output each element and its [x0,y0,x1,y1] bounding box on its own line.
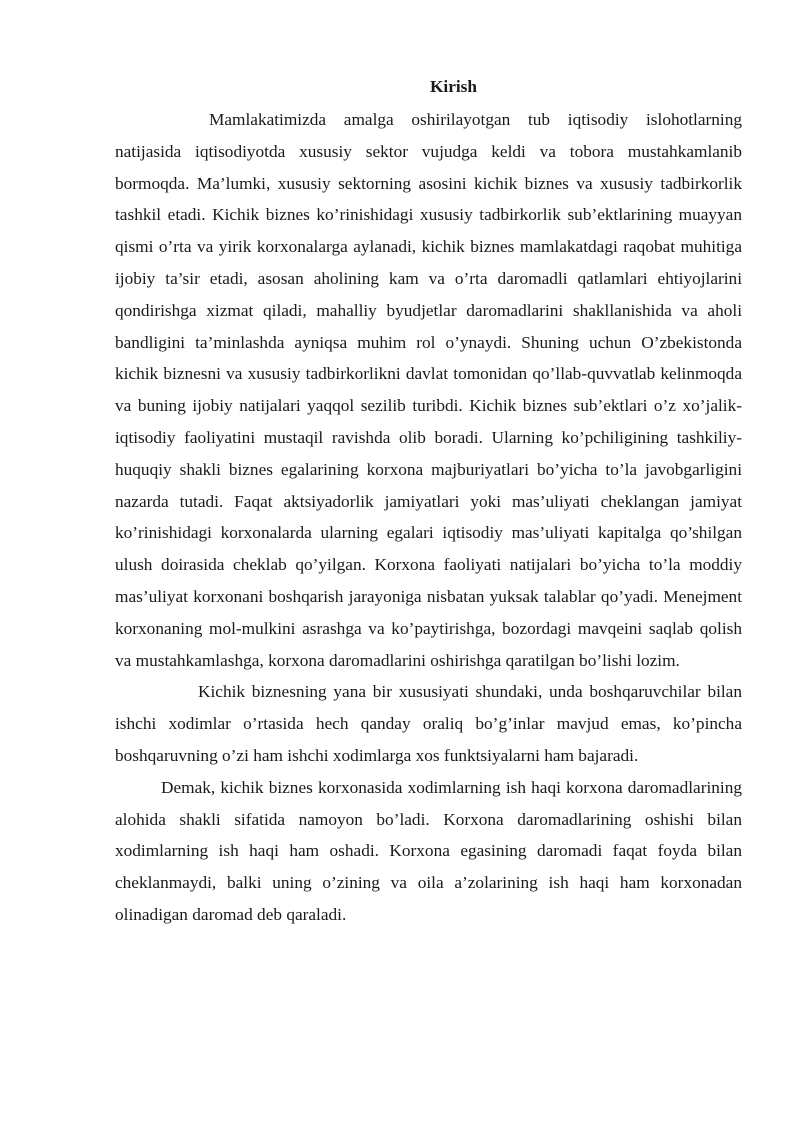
document-title: Kirish [429,77,478,96]
paragraph-1: Mamlakatimizda amalga oshirilayotgan tub iqtisodiy islohotlarning natijasida iqtisodiyotda xususiy sektor vujudga keldi va tobora mustahkamlanib bormoqda. Ma’lumki, xususiy sektorning asosini kichik biznes va xususiy tadbirkorlik tashkil etadi. Kichik biznes ko’rinishidagi xususiy tadbirkorlik sub’ektlarining muayyan qismi o’rta va yirik korxonalarga aylanadi, kichik biznes mamlakatdagi raqobat muhitiga ijobiy ta’sir etadi, asosan aholining kam va o’rta daromadli qatlamlari ehtiyojlarini qondirishga xizmat qiladi, mahalliy byudjetlar daromadlarini shakllanishida va aholi bandligini ta’minlashda ayniqsa muhim rol o’ynaydi. Shuning uchun O’zbekistonda kichik biznesni va xususiy tadbirkorlikni davlat tomonidan qo’llab-quvvatlab kelinmoqda va buning ijobiy natijalari yaqqol sezilib turibdi. Kichik biznes sub’ektlari o’z xo’jalik-iqtisodiy faoliyatini mustaqil ravishda olib boradi. Ularning ko’pchiligining tashkiliy-huquqiy shakli biznes egalarining korxona majburiyatlari bo’yicha to’la javobgarligini nazarda tutadi. Faqat aktsiyadorlik jamiyatlari yoki mas’uliyati cheklangan jamiyat ko’rinishidagi korxonalarda ularning egalari iqtisodiy mas’uliyati kapitalga qo’shilgan ulush doirasida cheklab qo’yilgan. Korxona faoliyati natijalari bo’yicha to’la moddiy mas’uliyat korxonani boshqarish jarayoniga nisbatan yuksak talablar qo’yadi. Menejment korxonaning mol-mulkini asrashga va ko’paytirishga, bozordagi mavqeini saqlab qolish va mustahkamlashga, korxona daromadlarini oshirishga qaratilgan bo’lishi lozim. [115,110,742,670]
paragraph-3: Demak, kichik biznes korxonasida xodimlarning ish haqi korxona daromadlarining alohida shakli sifatida namoyon bo’ladi. Korxona daromadlarining oshishi bilan xodimlarning ish haqi ham oshadi. Korxona egasining daromadi faqat foyda bilan cheklanmaydi, balki uning o’zining va oila a’zolarining ish haqi ham korxonadan olinadigan daromad deb qaraladi. [115,777,742,924]
paragraph-2: Kichik biznesning yana bir xususiyati shundaki, unda boshqaruvchilar bilan ishchi xodimlar o’rtasida hech qanday oraliq bo’g’inlar mavjud emas, ko’pincha boshqaruvning o’zi ham ishchi xodimlarga xos funktsiyalarni ham bajaradi. [115,682,742,765]
document-page [115,73,742,931]
